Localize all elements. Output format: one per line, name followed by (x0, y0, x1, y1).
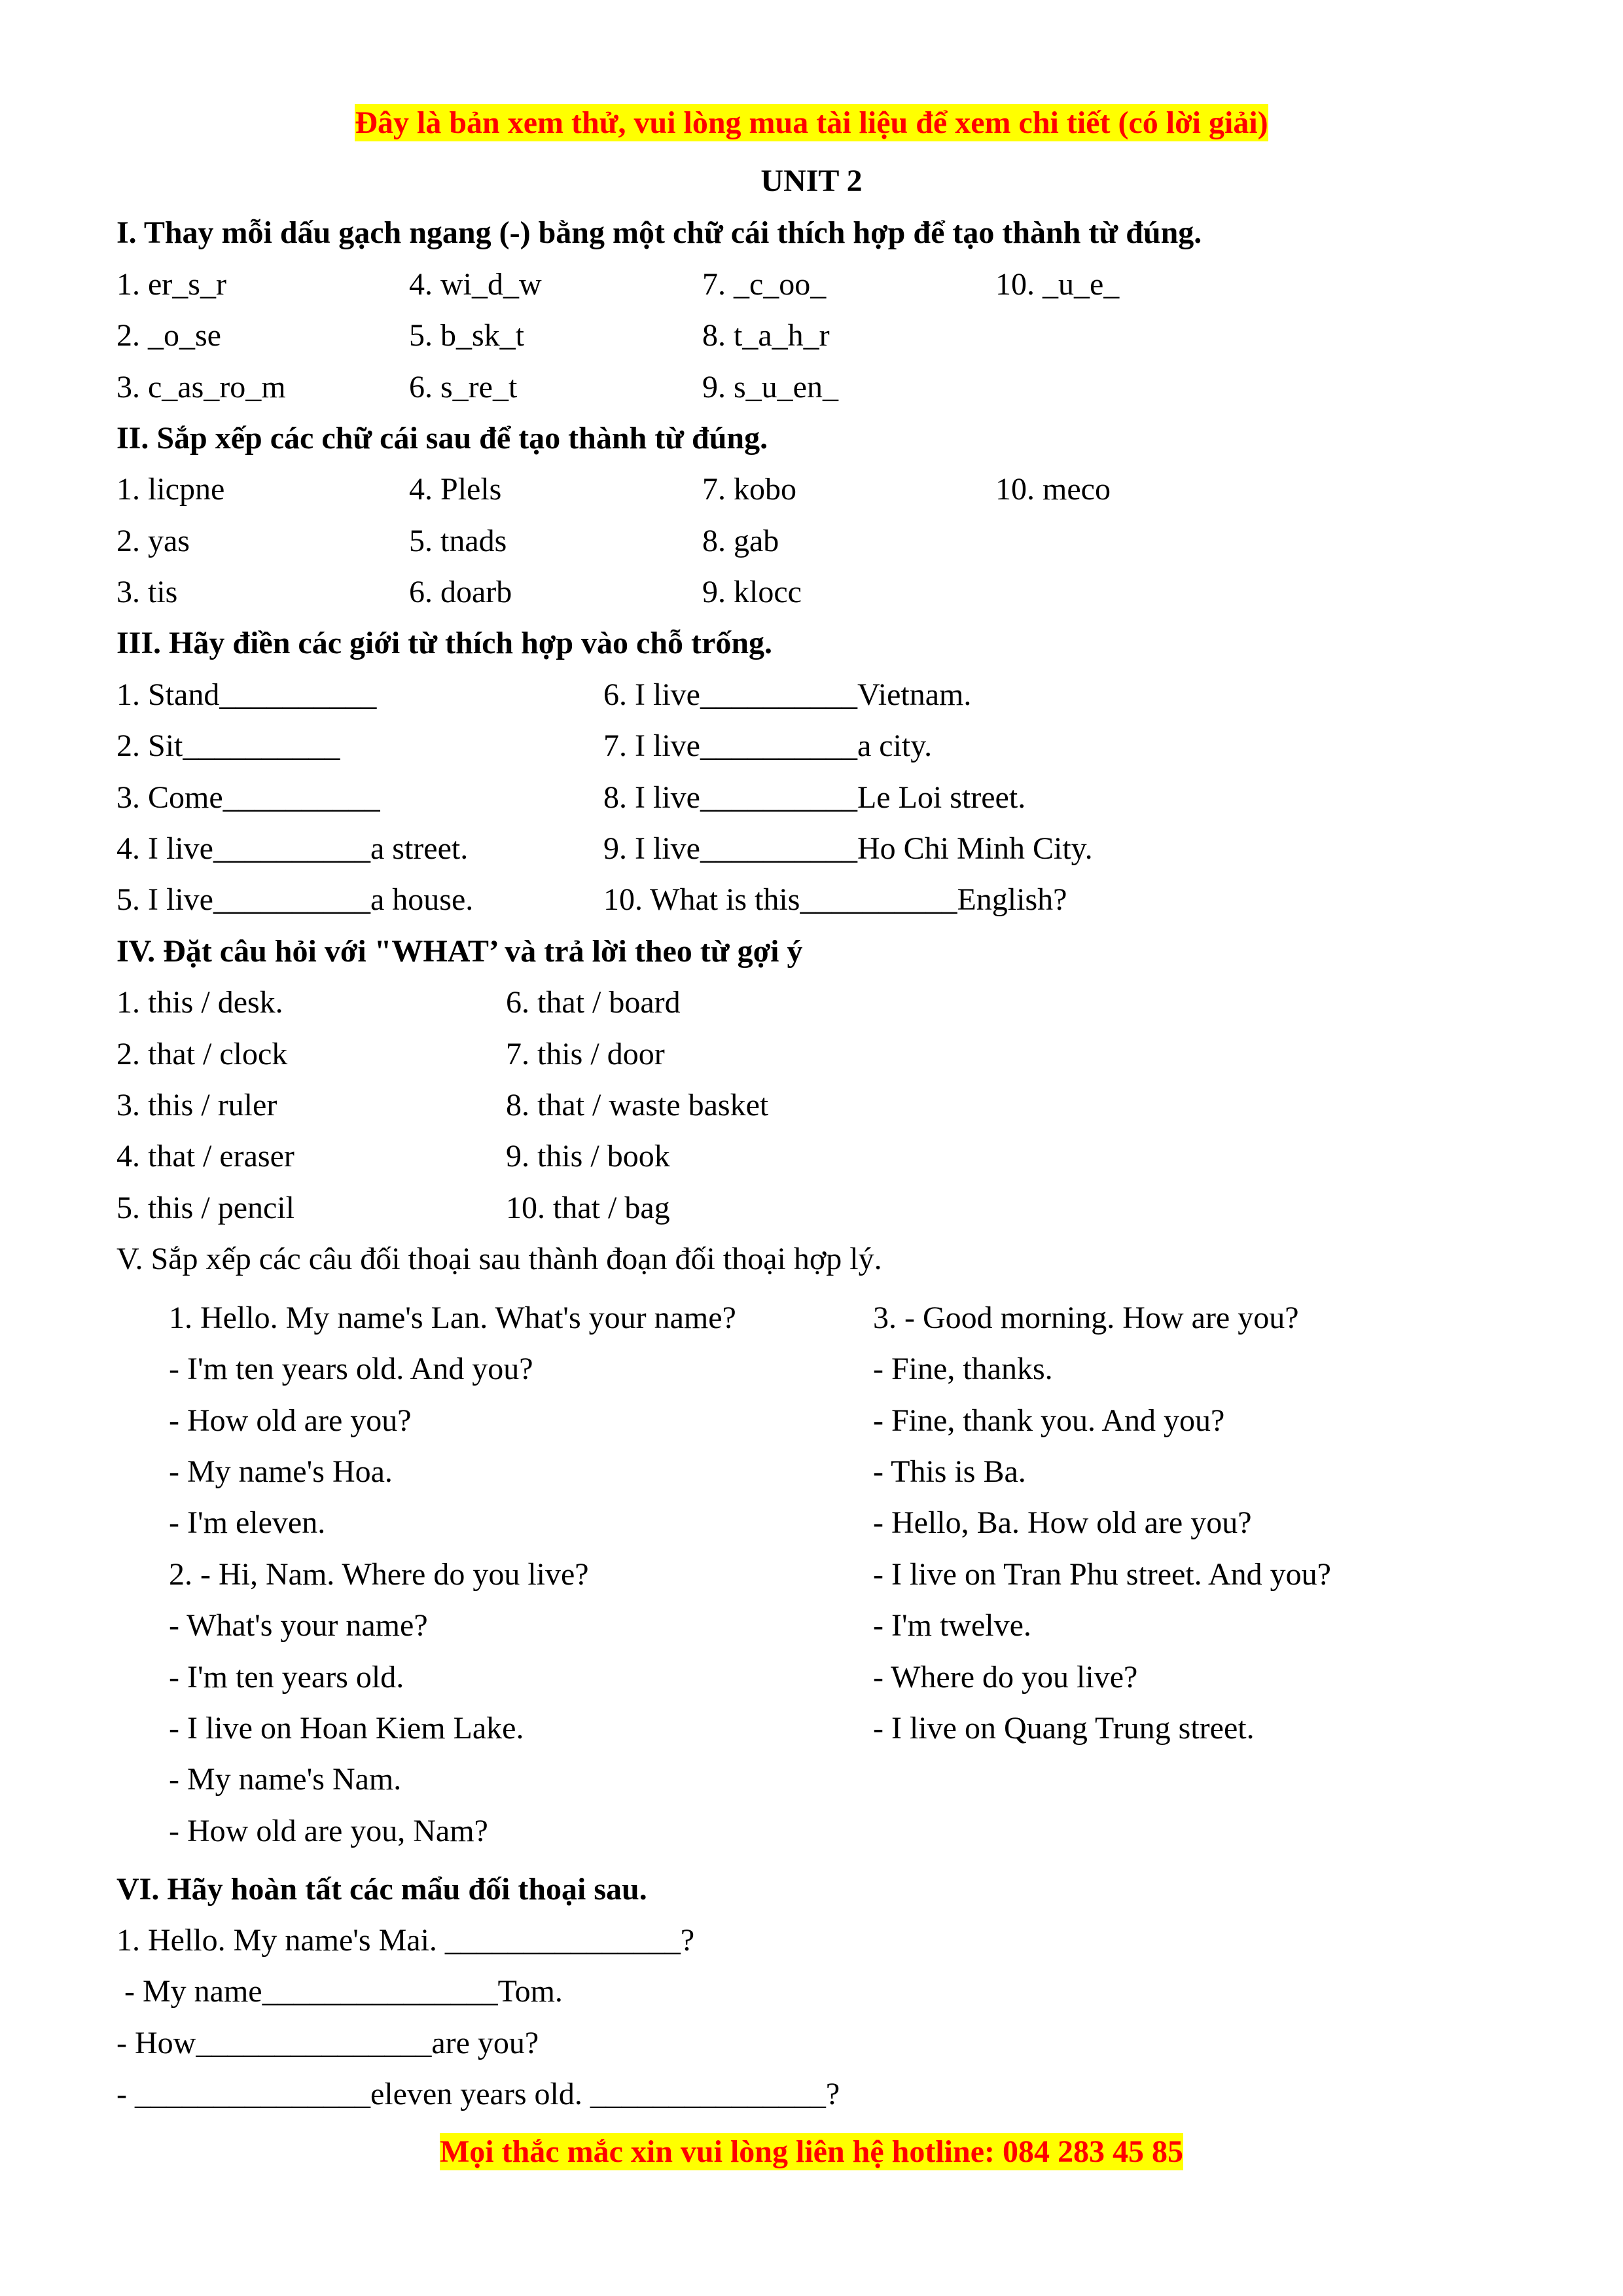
unit-title: UNIT 2 (760, 164, 863, 198)
s5-line: 2. - Hi, Nam. Where do you live? (169, 1557, 589, 1592)
s2-item: 4. Plels (409, 472, 502, 507)
s5-line: - I'm ten years old. (169, 1660, 404, 1695)
s6-line: - My name_______________Tom. (116, 1974, 563, 2009)
s3-item: 5. I live__________a house. (116, 882, 474, 917)
s3-item: 3. Come__________ (116, 780, 380, 815)
s4-item: 1. this / desk. (116, 985, 283, 1020)
s1-item: 4. wi_d_w (409, 267, 542, 302)
s3-item: 1. Stand__________ (116, 677, 377, 712)
s4-item: 6. that / board (506, 985, 681, 1020)
s5-line: - I'm twelve. (873, 1608, 1031, 1643)
s2-item: 8. gab (702, 524, 779, 558)
s5-line: - Hello, Ba. How old are you? (873, 1505, 1252, 1540)
section-5-heading: V. Sắp xếp các câu đối thoại sau thành đoạn đối thoại hợp lý. (116, 1242, 882, 1276)
s5-line: - How old are you, Nam? (169, 1814, 488, 1848)
s5-line: - I live on Tran Phu street. And you? (873, 1557, 1331, 1592)
s2-item: 1. licpne (116, 472, 225, 507)
s5-line: - Fine, thanks. (873, 1352, 1053, 1386)
s3-item: 6. I live__________Vietnam. (603, 677, 972, 712)
s1-item: 1. er_s_r (116, 267, 226, 302)
s6-line: - How_______________are you? (116, 2026, 539, 2060)
s4-item: 3. this / ruler (116, 1088, 277, 1122)
s2-item: 2. yas (116, 524, 190, 558)
s5-line: - Where do you live? (873, 1660, 1138, 1695)
section-6-heading: VI. Hãy hoàn tất các mẩu đối thoại sau. (116, 1872, 647, 1907)
s5-line: - This is Ba. (873, 1454, 1026, 1489)
section-2-heading: II. Sắp xếp các chữ cái sau để tạo thành từ đúng. (116, 421, 768, 456)
s3-item: 8. I live__________Le Loi street. (603, 780, 1026, 815)
s5-line: - How old are you? (169, 1403, 412, 1438)
s4-item: 10. that / bag (506, 1191, 670, 1225)
preview-notice: Đây là bản xem thử, vui lòng mua tài liệu để xem chi tiết (có lời giải) (355, 105, 1268, 140)
s1-item: 8. t_a_h_r (702, 318, 830, 353)
s4-item: 7. this / door (506, 1037, 665, 1071)
s2-item: 10. meco (995, 472, 1111, 507)
s3-item: 7. I live__________a city. (603, 728, 933, 763)
s3-item: 10. What is this__________English? (603, 882, 1067, 917)
s4-item: 8. that / waste basket (506, 1088, 769, 1122)
s4-item: 9. this / book (506, 1139, 670, 1174)
s5-line: - I live on Hoan Kiem Lake. (169, 1711, 524, 1746)
section-4-heading: IV. Đặt câu hỏi với "WHAT’ và trả lời theo từ gợi ý (116, 934, 803, 969)
s6-line: 1. Hello. My name's Mai. _______________? (116, 1923, 695, 1958)
s2-item: 9. klocc (702, 575, 802, 609)
section-1-heading: I. Thay mỗi dấu gạch ngang (-) bằng một chữ cái thích hợp để tạo thành từ đúng. (116, 215, 1202, 250)
s1-item: 3. c_as_ro_m (116, 370, 286, 404)
s2-item: 3. tis (116, 575, 178, 609)
s4-item: 2. that / clock (116, 1037, 288, 1071)
s1-item: 2. _o_se (116, 318, 221, 353)
s2-item: 6. doarb (409, 575, 512, 609)
s1-item: 9. s_u_en_ (702, 370, 838, 404)
s3-item: 2. Sit__________ (116, 728, 340, 763)
s4-item: 4. that / eraser (116, 1139, 294, 1174)
s5-line: 3. - Good morning. How are you? (873, 1300, 1299, 1335)
s1-item: 5. b_sk_t (409, 318, 525, 353)
s6-line: - _______________eleven years old. _______________? (116, 2077, 840, 2111)
s5-line: - I live on Quang Trung street. (873, 1711, 1255, 1746)
s5-line: - Fine, thank you. And you? (873, 1403, 1225, 1438)
s5-line: - I'm eleven. (169, 1505, 326, 1540)
s5-line: - What's your name? (169, 1608, 428, 1643)
s3-item: 9. I live__________Ho Chi Minh City. (603, 831, 1093, 866)
s1-item: 10. _u_e_ (995, 267, 1120, 302)
section-3-heading: III. Hãy điền các giới từ thích hợp vào chỗ trống. (116, 626, 773, 660)
s1-item: 6. s_re_t (409, 370, 518, 404)
s4-item: 5. this / pencil (116, 1191, 294, 1225)
s5-line: - I'm ten years old. And you? (169, 1352, 533, 1386)
s2-item: 7. kobo (702, 472, 796, 507)
s2-item: 5. tnads (409, 524, 507, 558)
s1-item: 7. _c_oo_ (702, 267, 827, 302)
s5-line: - My name's Hoa. (169, 1454, 393, 1489)
s5-line: - My name's Nam. (169, 1762, 402, 1797)
s3-item: 4. I live__________a street. (116, 831, 469, 866)
hotline-footer: Mọi thắc mắc xin vui lòng liên hệ hotline: 084 283 45 85 (439, 2134, 1183, 2169)
s5-line: 1. Hello. My name's Lan. What's your name? (169, 1300, 736, 1335)
